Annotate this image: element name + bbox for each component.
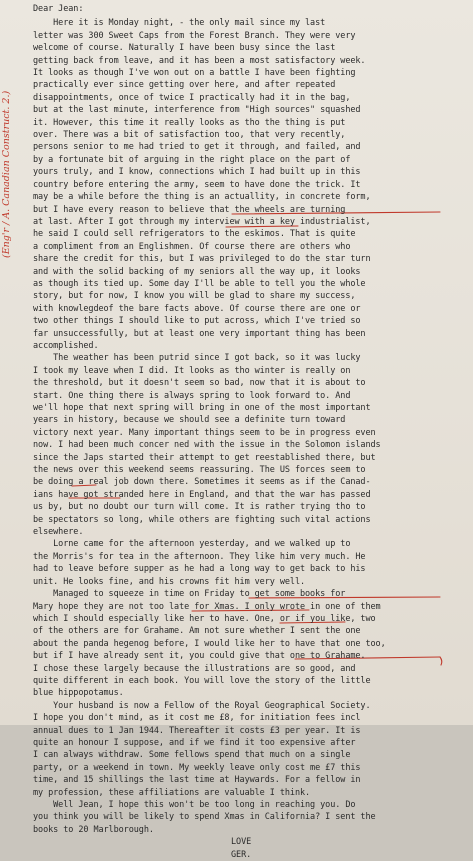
letter-line: accomplished. [33,340,99,351]
letter-line: a compliment from an Englishmen. Of course there are others who [33,241,351,252]
letter-line: country before entering the army, seem to have done the trick. It [33,179,361,190]
letter-line: books to 20 Marlborough. [33,824,154,835]
letter-line: Managed to squeeze in time on Friday to get some books for [33,589,346,600]
letter-line: unit. He looks fine, and his crowns fit him very well. [33,576,306,587]
letter-line: years in history, because we should see a definite turn toward [33,415,346,426]
letter-line: Your husband is now a Fellow of the Royal Geographical Society. [33,700,371,711]
letter-line: it. However, this time it really looks as tho the thing is put [33,117,346,128]
letter-line: persons senior to me had tried to get it through, and failed, and [33,142,361,153]
letter-line: the news over this weekend seems reassuring. The US forces seem to [33,465,366,476]
letter-line: the Morris's for tea in the afternoon. They like him very much. He [33,551,366,562]
letter-closing: LOVE [231,837,252,848]
letter-line: Well Jean, I hope this won't be too long in reaching you. Do [33,800,356,810]
salutation: Dear Jean: [33,4,84,14]
letter-body [33,3,471,861]
letter-line: I took my leave when I did. It looks as tho winter is really on [33,365,351,376]
letter-line: start. One thing there is always spring to look forward to. And [33,390,351,401]
letter-line: getting back from leave, and it has been a most satisfactory week. [33,55,366,66]
letter-line: victory next year. Many important things seem to be in progress even [33,427,376,438]
letter-line: party, or a weekend in town. My weekly leave only cost me £7 this [33,762,361,773]
letter-line: Lorne came for the afternoon yesterday, and we walked up to [33,539,351,550]
letter-line: but I have every reason to believe that the wheels are turning [33,204,346,215]
letter-line: my profession, these affiliations are valuable I think. [33,787,311,798]
letter-line: of the others are for Grahame. Am not sure whether I sent the one [33,626,361,637]
letter-line: he said I could sell refrigerators to the eskimos. That is quite [33,229,356,240]
letter-line: I chose these largely because the illustrations are so good, and [33,663,356,674]
letter-line: as though its tied up. Some day I'll be able to tell you the whole [33,278,366,289]
letter-line: welcome of course. Naturally I have been busy since the last [33,43,336,54]
letter-line: practically ever since getting over here, and after repeated [33,80,336,91]
letter-line: we'll hope that next spring will bring in one of the most important [33,403,371,413]
letter-line: letter was 300 Sweet Caps from the Forest Branch. They were very [33,30,356,41]
letter-signature: GER. [231,849,252,860]
letter-line: over. There was a bit of satisfaction too, that very recently, [33,130,346,141]
letter-line: and with the solid backing of my seniors all the way up, it looks [33,266,361,277]
letter-line: by a fortunate bit of arguing in the right place on the part of [33,154,351,165]
letter-line: Mary hope they are not too late for Xmas. I only wrote in one of them [33,601,381,612]
letter-line: Here it is Monday night, - the only mail since my last [33,18,326,29]
letter-line: blue hippopotamus. [33,688,124,699]
letter-line: annual dues to 1 Jan 1944. Thereafter it costs £3 per year. It is [33,725,361,736]
letter-line: but at the last minute, interference from "High sources" squashed [33,105,361,116]
letter-line: disappointments, once of twice I practically had it in the bag, [33,92,351,103]
letter-line: share the credit for this, but I was privileged to do the star turn [33,254,371,265]
letter-line: quite different in each book. You will love the story of the little [33,675,371,686]
letter-line: since the Japs started their attempt to get reestablished there, but [33,452,376,463]
letter-line: two other things I should like to put across, which I've tried so [33,316,361,327]
margin-annotation: (Eng'r / A. Canadian Construct. 2.) [1,90,12,258]
letter-line: far unsuccessfully, but at least one very important thing has been [33,328,366,339]
letter-line: be spectators so long, while others are fighting such vital actions [33,514,371,525]
letter-line: about the panda hegenog before, I would like her to have that one too, [33,638,386,649]
letter-line: yours truly, and I know, connections which I had built up in this [33,167,361,178]
letter-line: had to leave before supper as he had a long way to get back to his [33,564,366,575]
letter-line: which I should especially like her to have. One, or if you like, two [33,613,376,624]
letter-line: you think you will be likely to spend Xmas in California? I sent the [33,812,376,823]
letter-line: It looks as though I've won out on a battle I have been fighting [33,68,356,79]
letter-line: I hope you don't mind, as it cost me £8, for initiation fees incl [33,713,361,724]
letter-line: elsewhere. [33,527,84,538]
letter-line: quite an honour I suppose, and if we find it too expensive after [33,737,356,748]
letter-line: be doing a real job down there. Sometimes it seems as if the Canad- [33,477,371,488]
letter-line: now. I had been much concer ned with the issue in the Solomon islands [33,440,381,451]
letter-line: but if I have already sent it, you could give that one to Grahame. [33,651,366,662]
letter-line: the threshold, but it doesn't seem so bad, now that it is about to [33,378,366,389]
letter-line: at last. After I got through my interview with a key industrialist, [33,216,371,227]
letter-line: may be a while before the thing is an actuallity, in concrete form, [33,192,371,203]
letter-line: time, and 15 shillings the last time at Haywards. For a fellow in [33,775,361,786]
letter-line: us by, but no doubt our turn will come. It is rather trying tho to [33,502,366,513]
letter-line: ians have got stranded here in England, and that the war has passed [33,489,371,500]
letter-line: I can always withdraw. Some fellows spend that much on a single [33,750,351,761]
letter-line: story, but for now, I know you will be glad to share my success, [33,291,356,302]
letter-line: with knowlegdeof the bare facts above. Of course there are one or [33,303,361,314]
letter-line: The weather has been putrid since I got back, so it was lucky [33,353,361,364]
